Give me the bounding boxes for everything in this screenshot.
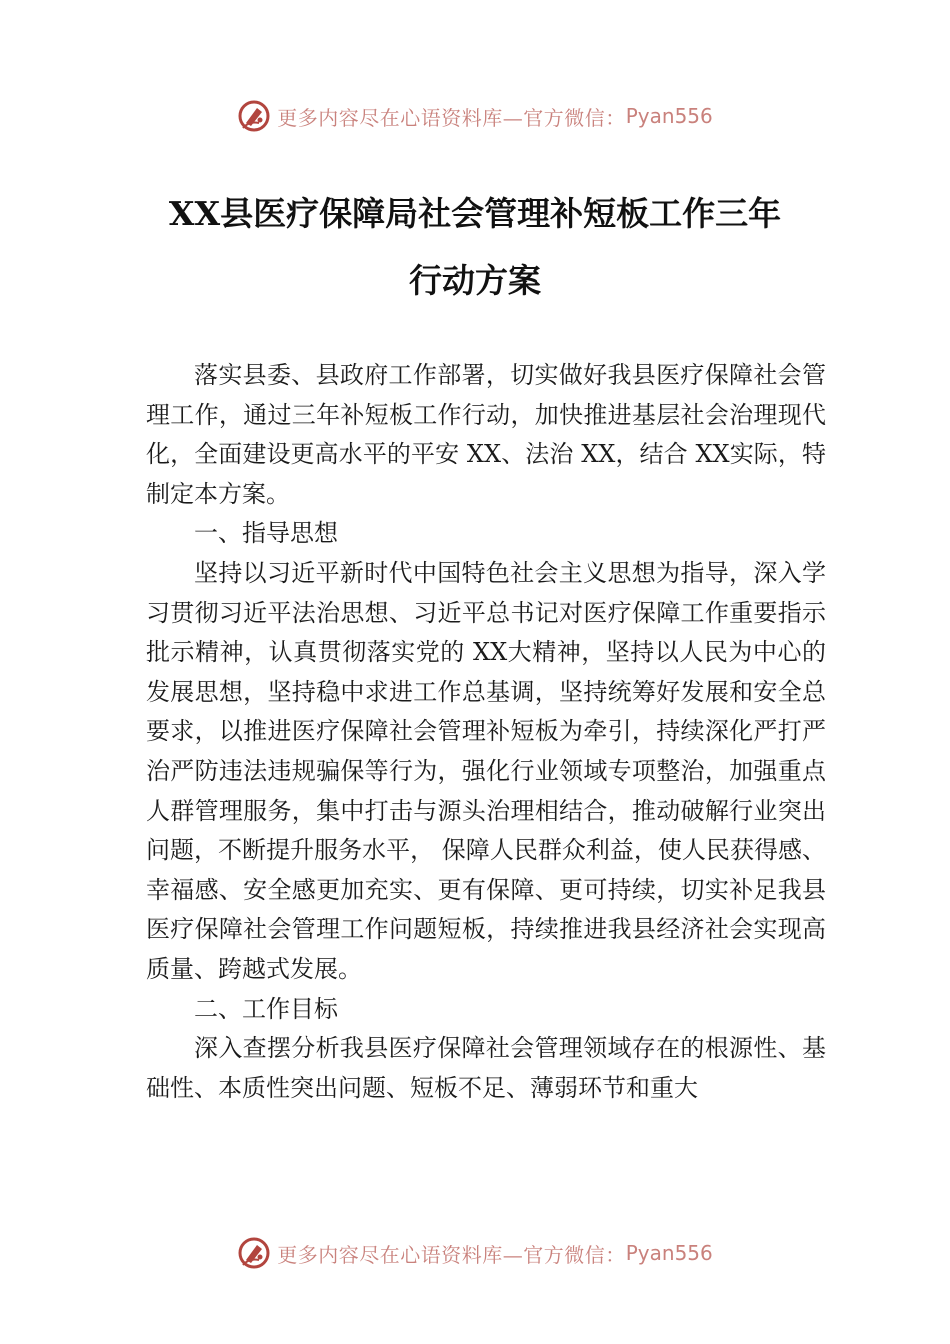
watermark-wechat-id: Pyan556 — [625, 1241, 713, 1265]
watermark-footer — [0, 1233, 950, 1273]
section-heading-work-goals: 二、工作目标 — [194, 994, 338, 1023]
work-goals-paragraph: 深入查摆分析我县医疗保障社会管理领域存在的根源性、基础性、本质性突出问题、短板不足、薄弱环节和重大 — [146, 1034, 826, 1102]
watermark-wechat-id: Pyan556 — [625, 104, 713, 128]
document-title-line2: 行动方案 — [409, 261, 541, 300]
watermark-text: 更多内容尽在心语资料库—官方微信： — [277, 105, 626, 130]
document-body — [146, 356, 826, 1108]
watermark-text: 更多内容尽在心语资料库—官方微信： — [277, 1242, 626, 1267]
intro-paragraph: 落实县委、县政府工作部署，切实做好我县医疗保障社会管理工作，通过三年补短板工作行动，加快推进基层社会治理现代化，全面建设更高水平的平安 XX、法治 XX，结合 XX实际，特制定本方案。 — [146, 361, 826, 508]
watermark-header — [0, 96, 950, 136]
guiding-ideology-paragraph: 坚持以习近平新时代中国特色社会主义思想为指导，深入学习贯彻习近平法治思想、习近平总书记对医疗保障工作重要指示批示精神，认真贯彻落实党的 XX大精神，坚持以人民为中心的发展思想，坚持稳中求进工作总基调，坚持统筹好发展和安全总要求，以推进医疗保障社会管理补短板为牵引，持续深化严打严治严防违法违规骗保等行为，强化行业领域专项整治，加强重点人群管理服务，集中打击与源头治理相结合，推动破解行业突出问题，不断提升服务水平， 保障人民群众利益，使人民获得感、幸福感、安全感更加充实、更有保障、更可持续，切实补足我县医疗保障社会管理工作问题短板，持续推进我县经济社会实现高质量、跨越式发展。 — [146, 558, 826, 983]
seal-logo-icon — [237, 1236, 271, 1270]
section-heading-guiding-ideology: 一、指导思想 — [194, 519, 338, 548]
seal-logo-icon — [237, 99, 271, 133]
document-title-line1: XX县医疗保障局社会管理补短板工作三年 — [168, 194, 782, 233]
